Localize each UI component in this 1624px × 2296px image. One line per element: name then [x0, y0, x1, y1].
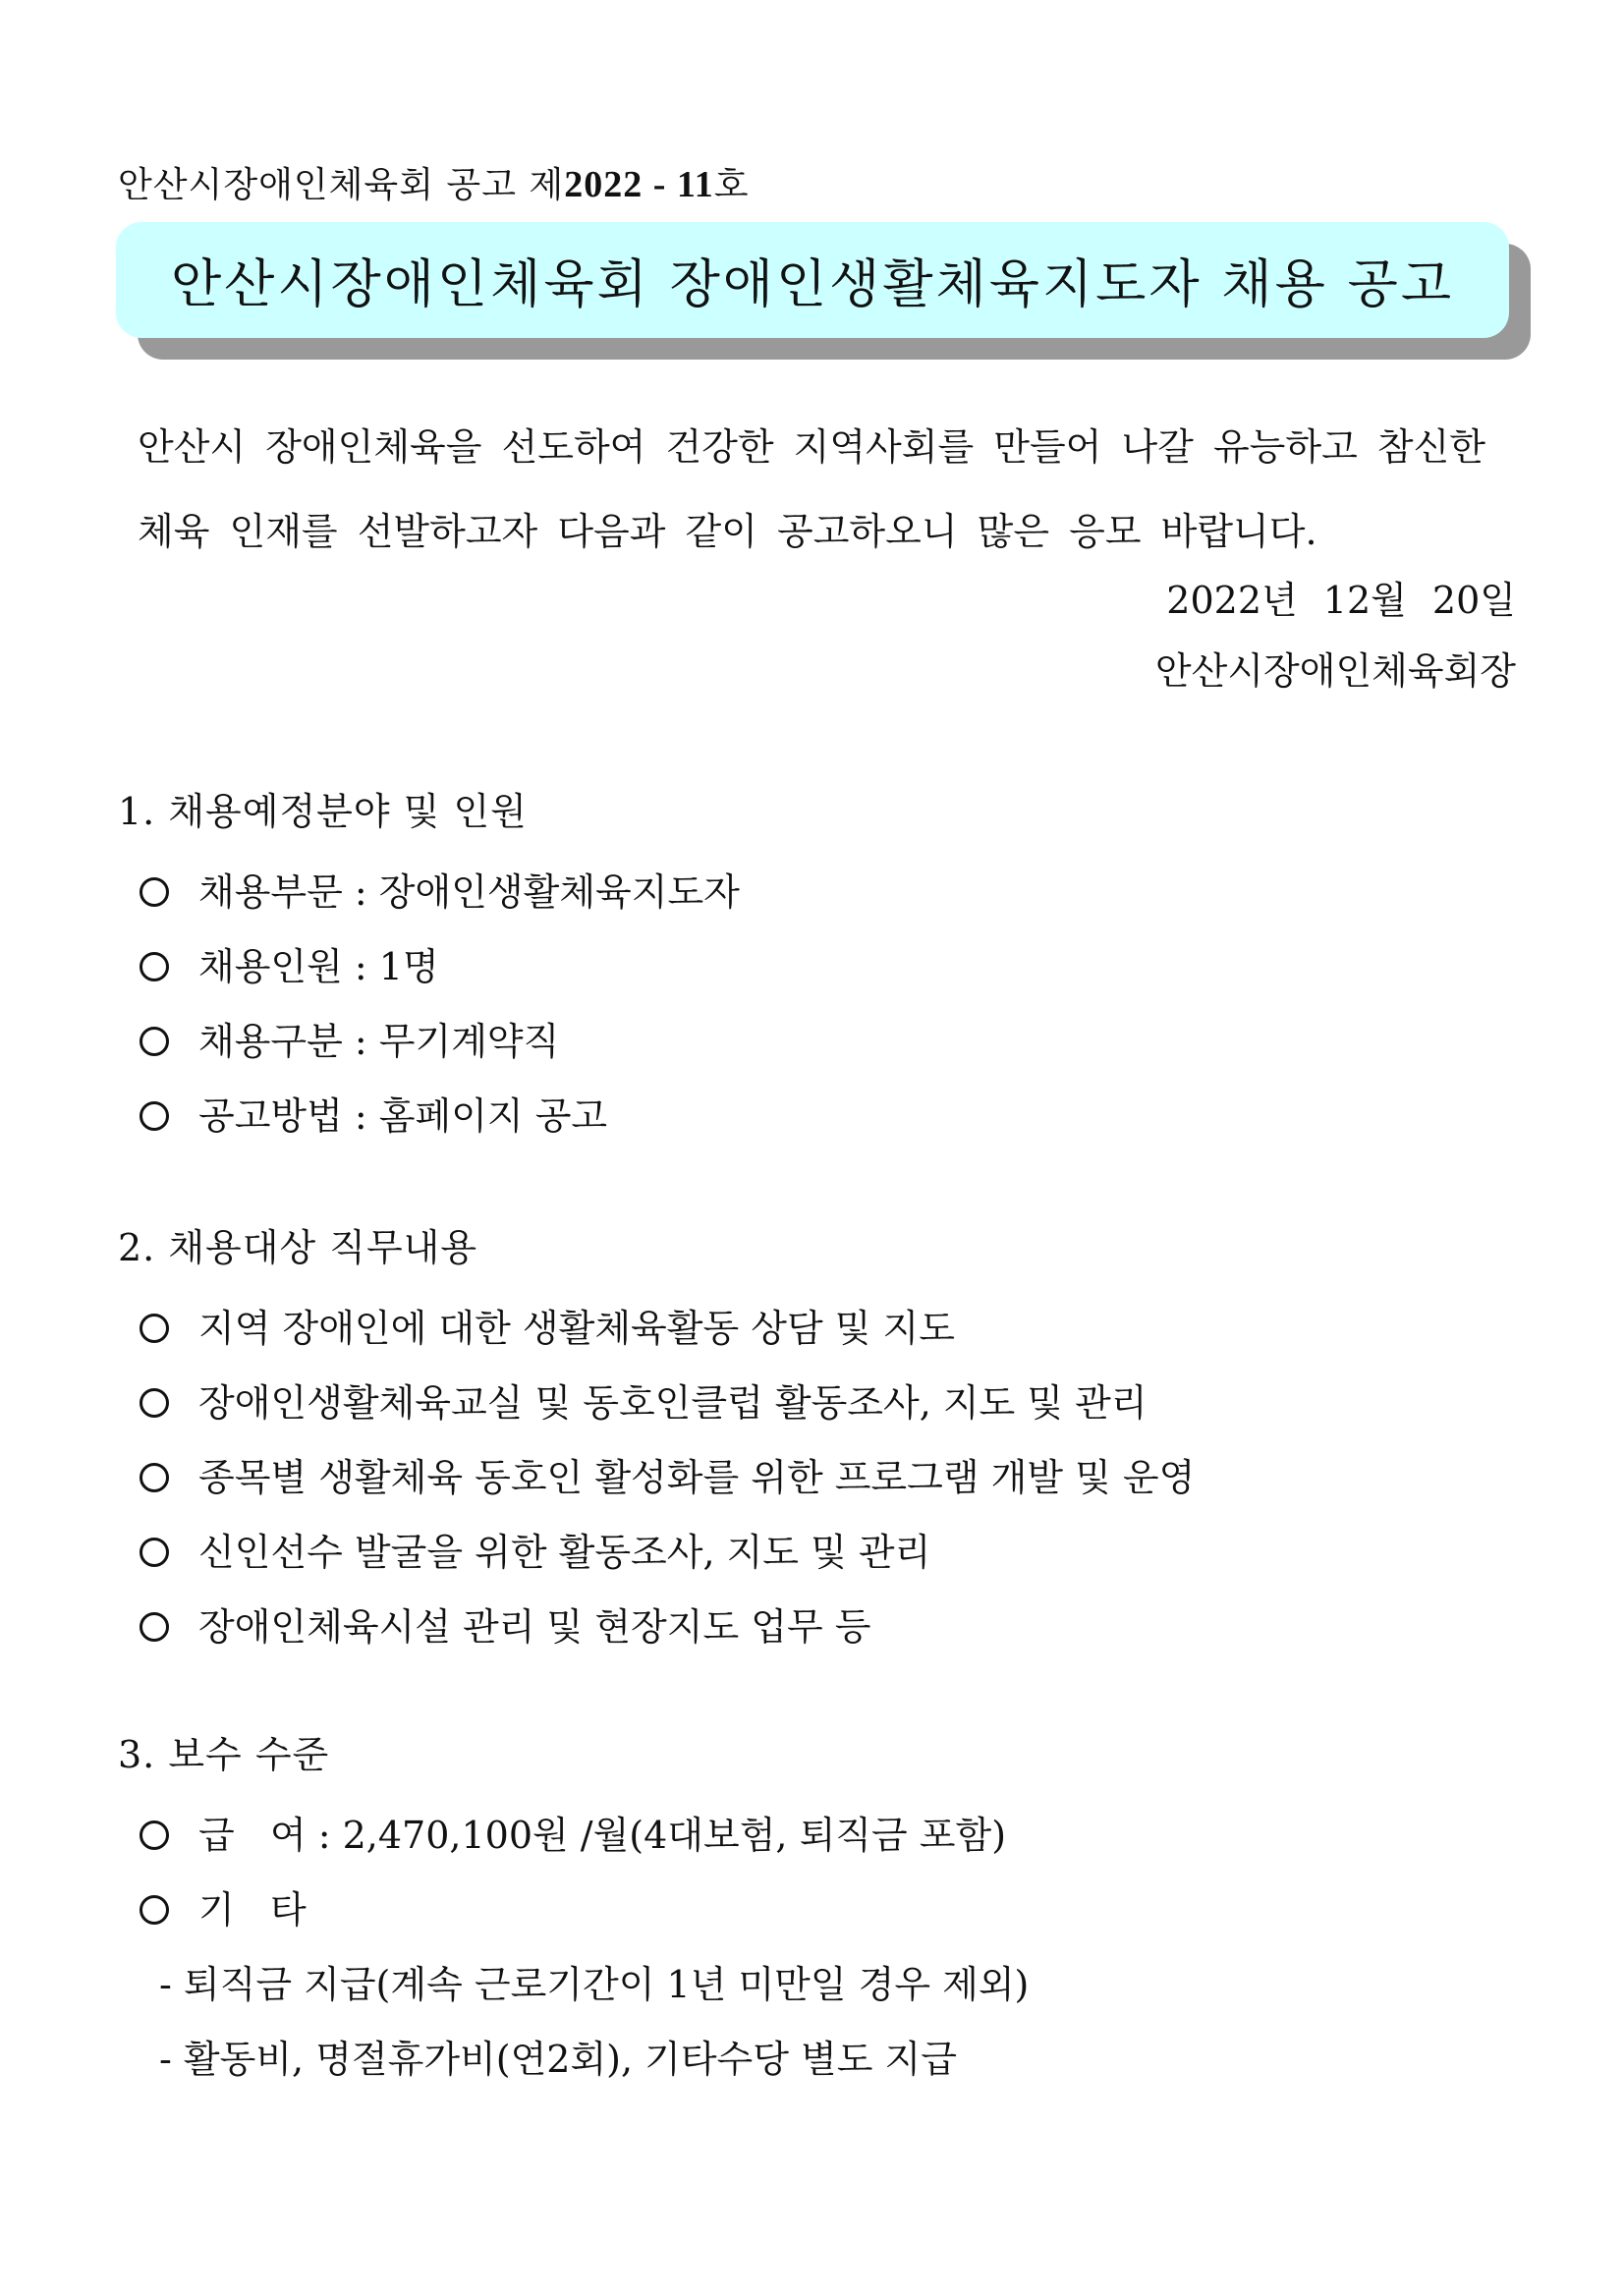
list-item [118, 1440, 1513, 1515]
issuer-name: 안산시장애인체육회장 [1154, 649, 1516, 693]
list-item-text: 급 여 : 2,470,100원 /월(4대보험, 퇴직금 포함) [198, 1814, 1007, 1857]
circle-bullet-icon [140, 1314, 169, 1343]
intro-line: 안산시 장애인체육을 선도하여 건강한 지역사회를 만들어 나갈 유능하고 참신한 [138, 425, 1486, 469]
list-item-text: 기 타 [198, 1888, 307, 1932]
intro-paragraph [138, 405, 1513, 574]
circle-bullet-icon [140, 1463, 169, 1492]
list-item [118, 1873, 1513, 1947]
list-item-text: 채용인원 : 1명 [198, 945, 439, 988]
section-heading: 3. 보수 수준 [118, 1733, 330, 1776]
list-item-text: 신인선수 발굴을 위한 활동조사, 지도 및 관리 [198, 1531, 931, 1574]
section-job-duties [118, 1218, 1513, 1664]
list-item [118, 855, 1513, 929]
circle-bullet-icon [140, 1101, 169, 1131]
section-heading: 1. 채용예정분야 및 인원 [118, 790, 528, 833]
circle-bullet-icon [140, 1388, 169, 1418]
list-item-text: 공고방법 : 홈페이지 공고 [198, 1094, 608, 1138]
list-item-text: 장애인체육시설 관리 및 현장지도 업무 등 [198, 1605, 871, 1649]
list-item [118, 1004, 1513, 1079]
circle-bullet-icon [140, 1027, 169, 1056]
circle-bullet-icon [140, 1820, 169, 1850]
intro-line: 체육 인재를 선발하고자 다음과 같이 공고하오니 많은 응모 바랍니다. [138, 510, 1317, 553]
circle-bullet-icon [140, 877, 169, 907]
section-compensation [118, 1725, 1513, 2097]
list-item [118, 1079, 1513, 1153]
list-item-text: 지역 장애인에 대한 생활체육활동 상담 및 지도 [198, 1307, 955, 1350]
list-item [118, 1291, 1513, 1366]
title-box [116, 222, 1509, 338]
list-item [118, 1515, 1513, 1590]
list-item-text: 채용구분 : 무기계약직 [198, 1020, 560, 1063]
page-title: 안산시장애인체육회 장애인생활체육지도자 채용 공고 [170, 254, 1455, 314]
sub-list-item: - 퇴직금 지급(계속 근로기간이 1년 미만일 경우 제외) [159, 1963, 1030, 2006]
notice-number-suffix: 호 [713, 165, 750, 205]
notice-number-value: 2022 - 11 [564, 164, 714, 205]
circle-bullet-icon [140, 1895, 169, 1925]
list-item-text: 장애인생활체육교실 및 동호인클럽 활동조사, 지도 및 관리 [198, 1381, 1148, 1425]
list-item [118, 1590, 1513, 1664]
list-item [118, 929, 1513, 1004]
list-item [118, 1366, 1513, 1440]
section-heading: 2. 채용대상 직무내용 [118, 1226, 478, 1269]
list-item [118, 1798, 1513, 1873]
circle-bullet-icon [140, 1538, 169, 1567]
list-item-text: 종목별 생활체육 동호인 활성화를 위한 프로그램 개발 및 운영 [198, 1456, 1196, 1499]
circle-bullet-icon [140, 1612, 169, 1642]
circle-bullet-icon [140, 952, 169, 981]
sub-list-item: - 활동비, 명절휴가비(연2회), 기타수당 별도 지급 [159, 2038, 957, 2081]
list-item-text: 채용부문 : 장애인생활체육지도자 [198, 870, 740, 914]
notice-number-prefix: 안산시장애인체육회 공고 제 [118, 165, 565, 205]
section-recruitment-field [118, 782, 1513, 1153]
announcement-date: 2022년 12월 20일 [1166, 579, 1516, 622]
notice-number [118, 157, 750, 207]
